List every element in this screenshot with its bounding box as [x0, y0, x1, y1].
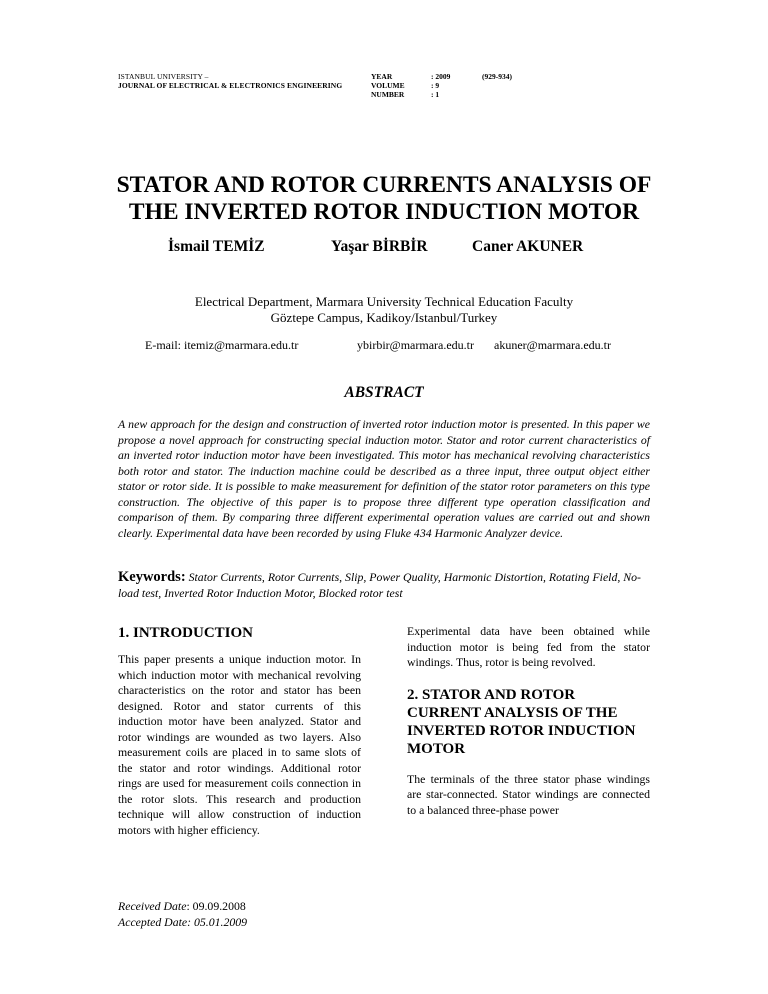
left-column [118, 624, 361, 838]
affiliation-line-2: Göztepe Campus, Kadikoy/Istanbul/Turkey [270, 310, 498, 325]
volume-label: VOLUME [371, 81, 405, 90]
received-date-value: : 09.09.2008 [186, 899, 246, 913]
year-value: : 2009 [431, 72, 451, 81]
email-3[interactable]: akuner@marmara.edu.tr [494, 338, 611, 352]
number-value: : 1 [431, 90, 440, 99]
keywords-label: Keywords: [118, 569, 186, 585]
section-2-heading: 2. STATOR AND ROTOR CURRENT ANALYSIS OF THE INVERTED ROTOR INDUCTION MOTOR [407, 686, 636, 757]
received-date [118, 899, 247, 915]
university-name: ISTANBUL UNIVERSITY – [118, 72, 209, 81]
affiliation [0, 294, 768, 326]
volume-value: : 9 [431, 81, 440, 90]
paper-title: STATOR AND ROTOR CURRENTS ANALYSIS OF THE INVERTED ROTOR INDUCTION MOTOR [116, 172, 652, 225]
issue-info [371, 72, 473, 99]
email-2[interactable]: ybirbir@marmara.edu.tr [357, 338, 475, 352]
year-label: YEAR [371, 72, 393, 81]
right-column [407, 624, 650, 818]
email-1[interactable]: E-mail: itemiz@marmara.edu.tr [145, 338, 299, 352]
keywords-text: Stator Currents, Rotor Currents, Slip, Power Quality, Harmonic Distortion, Rotating Field, No-load test, Inverted Rotor Induction Motor, Blocked rotor test [118, 570, 641, 600]
section-1-heading: 1. INTRODUCTION [118, 625, 254, 641]
abstract-text: A new approach for the design and construction of inverted rotor induction motor is presented. In this paper we propose a novel approach for constructing special induction motor. Stator and rotor current characteristics of an inverted rotor induction motor have been investigated. This motor has mechanical revolving characteristics both rotor and stator. The induction machine could be described as a three input, three output object either stator or rotor side. It is possible to make measurement for definition of the stator rotor parameters on this type construction. The objective of this paper is to propose three different type operation classification and comparison of them. By comparing three different experimental operation values are carried out and shown clearly. Experimental data have been recorded by using Fluke 434 Harmonic Analyzer device. [118, 417, 650, 540]
abstract-heading: ABSTRACT [344, 384, 424, 401]
journal-header [118, 72, 342, 90]
author-2: Yaşar BİRBİR [331, 238, 428, 255]
number-label: NUMBER [371, 90, 405, 99]
right-para-1: Experimental data have been obtained while induction motor is being fed from the stator windings. Thus, rotor is being revolved. [407, 624, 650, 669]
keywords [118, 570, 650, 601]
author-list [0, 238, 768, 258]
journal-name: JOURNAL OF ELECTRICAL & ELECTRONICS ENGINEERING [118, 81, 343, 90]
right-para-2: The terminals of the three stator phase windings are star-connected. Stator windings are connected to a balanced three-phase power [407, 771, 650, 817]
section-1-text: This paper presents a unique induction motor. In which induction motor with mechanical revolving characteristics on the rotor and stator has been designed. Rotor and stator currents of this induction motor have been analyzed. Stator and rotor windings are wounded as two layers. Also measurement coils are placed in to same slots of the stator and rotor windings. Additional rotor rings are used for measurement coils connection in the rotor slots. This research and production technique will allow construction of induction motors with higher efficiency. [118, 652, 361, 837]
dates [118, 899, 247, 930]
author-1: İsmail TEMİZ [168, 238, 265, 255]
accepted-date: Accepted Date: 05.01.2009 [118, 914, 248, 929]
received-date-label: Received Date [118, 899, 187, 913]
page-range: (929-934) [482, 72, 512, 81]
affiliation-line-1: Electrical Department, Marmara University Technical Education Faculty [194, 294, 574, 309]
author-3: Caner AKUNER [472, 238, 584, 255]
